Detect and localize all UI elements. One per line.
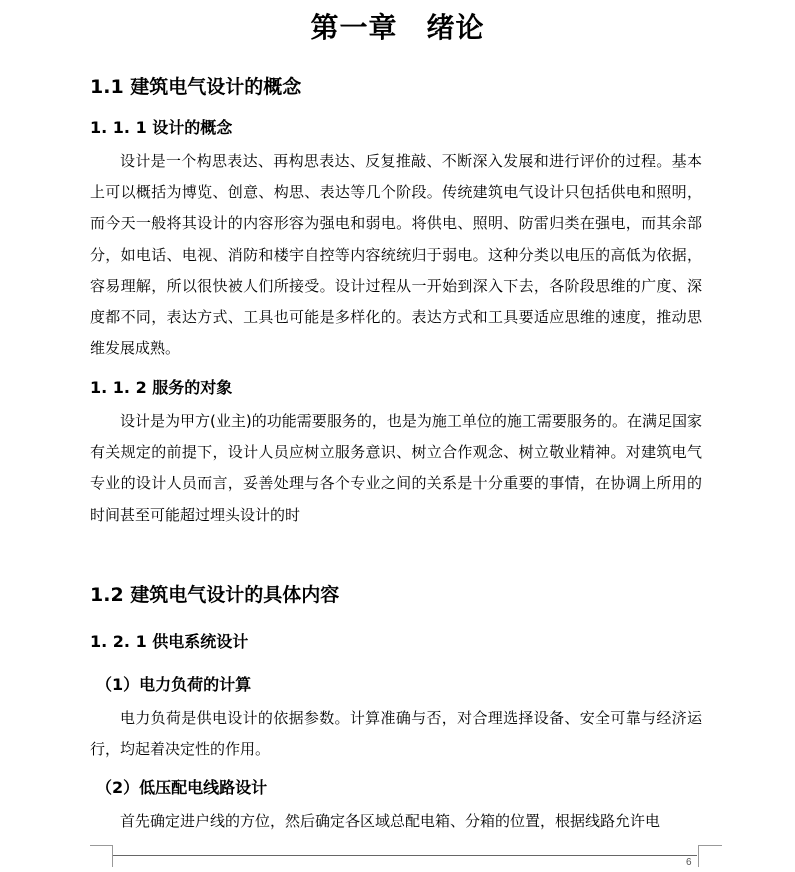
subsection-heading-1-1-1: 1. 1. 1 设计的概念	[90, 118, 233, 137]
item-heading-low-voltage-lines: （2）低压配电线路设计	[96, 778, 268, 797]
crop-mark-left-vertical	[112, 845, 113, 867]
paragraph-low-voltage-lines: 首先确定进户线的方位，然后确定各区域总配电箱、分箱的位置，根据线路允许电	[120, 812, 661, 830]
footer-rule	[113, 855, 697, 856]
paragraph-load-calculation: 电力负荷是供电设计的依据参数。计算准确与否，对合理选择设备、安全可靠与经济运行，均起着决定性的作用。	[90, 709, 702, 759]
paragraph-design-concept: 设计是一个构思表达、再构思表达、反复推敲、不断深入发展和进行评价的过程。基本上可以概括为博览、创意、构思、表达等几个阶段。传统建筑电气设计只包括供电和照明，而今天一般将其设计的内容形容为强电和弱电。将供电、照明、防雷归类在强电，而其余部分，如电话、电视、消防和楼宇自控等内容统统归于弱电。这种分类以电压的高低为依据，容易理解，所以很快被人们所接受。设计过程从一开始到深入下去，各阶段思维的广度、深度都不同，表达方式、工具也可能是多样化的。表达方式和工具要适应思维的速度，推动思维发展成熟。	[90, 152, 702, 358]
crop-mark-right	[698, 845, 722, 846]
subsection-heading-1-2-1: 1. 2. 1 供电系统设计	[90, 632, 249, 651]
crop-mark-left	[90, 845, 112, 846]
page-number: 6	[686, 857, 692, 868]
subsection-heading-1-1-2: 1. 1. 2 服务的对象	[90, 378, 233, 397]
chapter-title: 第一章 绪论	[310, 11, 485, 44]
paragraph-service-target: 设计是为甲方(业主)的功能需要服务的，也是为施工单位的施工需要服务的。在满足国家有关规定的前提下，设计人员应树立服务意识、树立合作观念、树立敬业精神。对建筑电气专业的设计人员而言，妥善处理与各个专业之间的关系是十分重要的事情，在协调上所用的时间甚至可能超过埋头设计的时	[90, 412, 702, 524]
crop-mark-right-vertical	[698, 845, 699, 867]
item-heading-load-calculation: （1）电力负荷的计算	[96, 675, 252, 694]
section-heading-1-2: 1.2 建筑电气设计的具体内容	[90, 584, 340, 606]
section-heading-1-1: 1.1 建筑电气设计的概念	[90, 76, 302, 98]
